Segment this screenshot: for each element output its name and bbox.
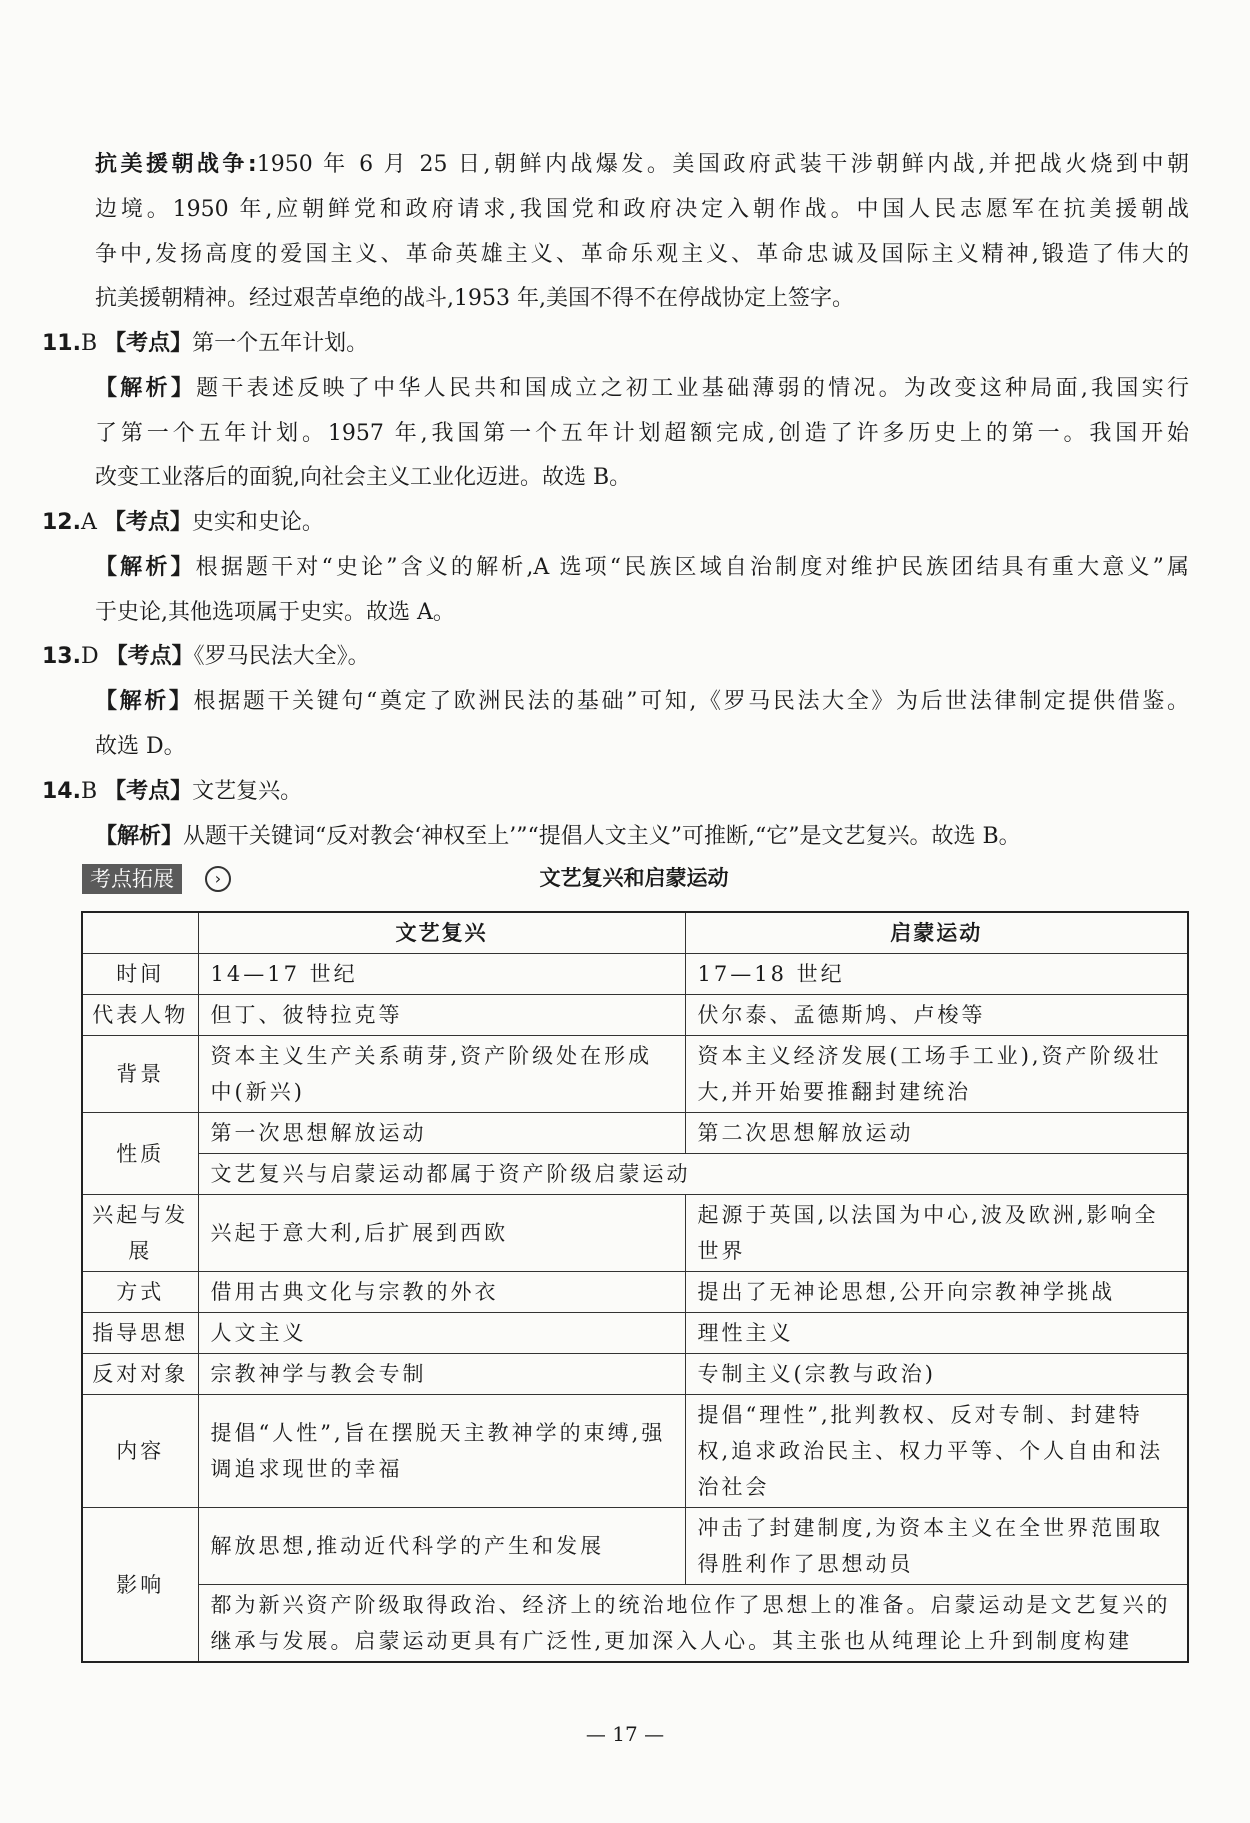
table-row: 代表人物 但丁、彼特拉克等 伏尔泰、孟德斯鸠、卢梭等 [82, 995, 1188, 1036]
table-row: 时间 14—17 世纪 17—18 世纪 [82, 954, 1188, 995]
extension-label: 考点拓展 [82, 864, 182, 894]
comparison-table [81, 911, 1189, 1663]
table-row: 背景 资本主义生产关系萌芽,资产阶级处在形成中(新兴) 资本主义经济发展(工场手工业),资产阶级壮大,并开始要推翻封建统治 [82, 1036, 1188, 1113]
table-row: 文艺复兴与启蒙运动都属于资产阶级启蒙运动 [82, 1154, 1188, 1195]
page-number: — 17 — [585, 1722, 665, 1746]
table-row: 兴起与发展 兴起于意大利,后扩展到西欧 起源于英国,以法国为中心,波及欧洲,影响全世界 [82, 1195, 1188, 1272]
table-row: 指导思想 人文主义 理性主义 [82, 1313, 1188, 1354]
table-row: 反对对象 宗教神学与教会专制 专制主义(宗教与政治) [82, 1354, 1188, 1395]
table-row: 方式 借用古典文化与宗教的外衣 提出了无神论思想,公开向宗教神学挑战 [82, 1272, 1188, 1313]
table-header: 文艺复兴 启蒙运动 [82, 912, 1188, 954]
term: 抗美援朝战争: [95, 152, 257, 177]
table-row: 都为新兴资产阶级取得政治、经济上的统治地位作了思想上的准备。启蒙运动是文艺复兴的继承与发展。启蒙运动更具有广泛性,更加深入人心。其主张也从纯理论上升到制度构建 [82, 1585, 1188, 1663]
table-title: 文艺复兴和启蒙运动 [539, 866, 729, 890]
text-line: 1950 年 6 月 25 日,朝鲜内战爆发。美国政府武装干涉朝鲜内战,并把战火烧到中朝 [256, 152, 1189, 177]
text-line: 抗美援朝精神。经过艰苦卓绝的战斗,1953 年,美国不得不在停战协定上签字。 [95, 286, 854, 311]
table-row: 性质 第一次思想解放运动 第二次思想解放运动 [82, 1113, 1188, 1154]
chevron-right-icon: › [205, 866, 231, 892]
text-line: 边境。1950 年,应朝鲜党和政府请求,我国党和政府决定入朝作战。中国人民志愿军在抗美援朝战 [95, 197, 1189, 222]
table-row: 影响 解放思想,推动近代科学的产生和发展 冲击了封建制度,为资本主义在全世界范围取得胜利作了思想动员 [82, 1508, 1188, 1585]
text-line: 争中,发扬高度的爱国主义、革命英雄主义、革命乐观主义、革命忠诚及国际主义精神,锻造了伟大的 [95, 242, 1189, 267]
table-row: 内容 提倡“人性”,旨在摆脱天主教神学的束缚,强调追求现世的幸福 提倡“理性”,批判教权、反对专制、封建特权,追求政治民主、权力平等、个人自由和法治社会 [82, 1395, 1188, 1508]
